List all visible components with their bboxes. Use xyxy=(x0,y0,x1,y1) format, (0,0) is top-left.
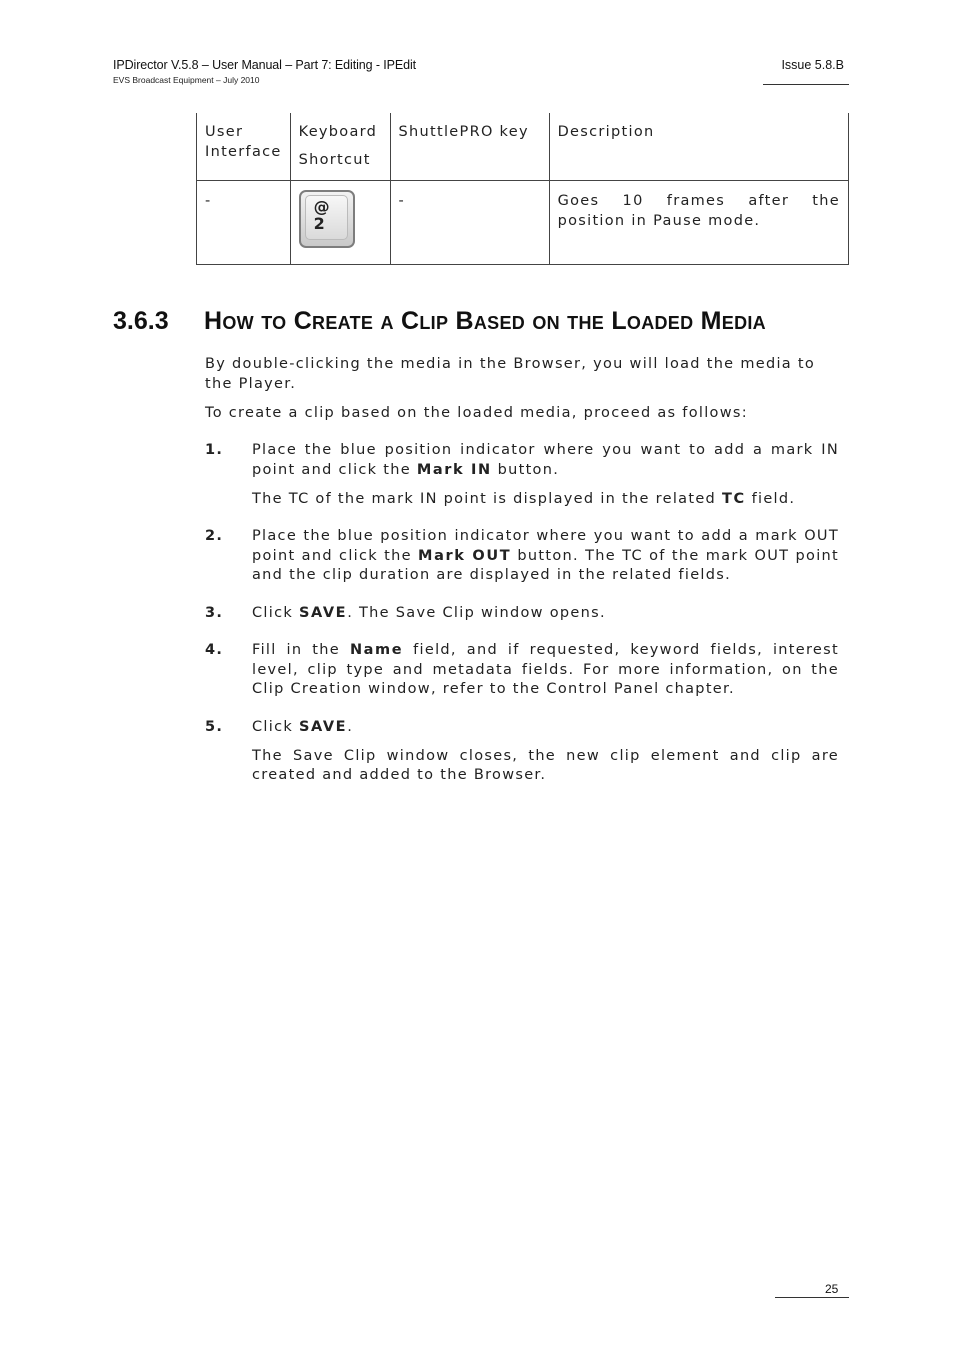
header-subtitle: EVS Broadcast Equipment – July 2010 xyxy=(113,75,260,85)
section-body xyxy=(205,355,839,804)
col-header-keyboard-label: Keyboard xyxy=(298,124,378,140)
cell-description: Goes 10 frames after the position in Pause mode. xyxy=(549,181,848,265)
intro-paragraph: By double-clicking the media in the Browser, you will load the media to the Player. xyxy=(205,356,816,392)
ui-term: TC xyxy=(721,490,746,507)
step-number: 5. xyxy=(205,718,224,735)
ui-term: SAVE xyxy=(298,604,348,621)
step-text: Click SAVE. The Save Clip window opens. xyxy=(252,604,606,621)
ui-term: Name xyxy=(349,642,404,658)
step-note: The TC of the mark IN point is displayed in the related TC field. xyxy=(252,490,796,507)
table-header-row xyxy=(197,113,849,181)
step-item xyxy=(205,527,839,586)
col-header-shuttlepro: ShuttlePRO key xyxy=(390,113,549,181)
header-title: IPDirector V.5.8 – User Manual – Part 7: Editing - IPEdit xyxy=(113,58,417,72)
step-text: Fill in the Name field, and if requested, keyword fields, interest level, clip type and metadata fields. For more information, on the Clip Creation window, refer to the Control Panel chapter. xyxy=(252,642,839,697)
page-header xyxy=(113,58,416,85)
col-header-keyboard xyxy=(290,113,390,181)
step-text: Place the blue position indicator where you want to add a mark OUT point and click the Mark OUT button. The TC of the mark OUT point and the clip duration are displayed in the related fields. xyxy=(252,528,839,583)
ui-term: Mark IN xyxy=(416,461,492,478)
col-header-shortcut-label: Shortcut xyxy=(298,152,371,168)
section-number: 3.6.3 xyxy=(113,307,169,335)
table-row xyxy=(197,181,849,265)
col-header-description: Description xyxy=(549,113,848,181)
cell-shuttlepro: - xyxy=(390,181,549,265)
step-item xyxy=(205,604,839,624)
ui-term: Mark OUT xyxy=(418,547,512,564)
key-label: @ 2 xyxy=(313,197,330,233)
cell-keyboard-shortcut xyxy=(290,181,390,265)
shortcut-table xyxy=(196,113,849,265)
step-number: 4. xyxy=(205,642,224,658)
ui-term: SAVE xyxy=(298,718,348,735)
step-item xyxy=(205,641,839,700)
step-note: The Save Clip window closes, the new clip element and clip are created and added to the Browser. xyxy=(252,747,839,783)
col-header-user-interface: User Interface xyxy=(197,113,291,181)
header-rule xyxy=(763,84,849,85)
keyboard-key-2-icon xyxy=(299,190,355,248)
step-number: 3. xyxy=(205,604,224,621)
step-text: Click SAVE. xyxy=(252,718,354,735)
step-item xyxy=(205,718,839,786)
header-issue: Issue 5.8.B xyxy=(781,58,844,72)
section-title: How to Create a Clip Based on the Loaded Media xyxy=(204,307,766,335)
step-number: 2. xyxy=(205,528,224,544)
intro-paragraph: To create a clip based on the loaded media, proceed as follows: xyxy=(205,404,748,421)
step-text: Place the blue position indicator where you want to add a mark IN point and click the Mark IN button. xyxy=(252,442,839,478)
section-heading xyxy=(113,307,766,336)
footer-rule xyxy=(775,1297,849,1298)
cell-user-interface: - xyxy=(197,181,291,265)
step-item xyxy=(205,441,839,509)
page-number: 25 xyxy=(825,1282,839,1296)
step-number: 1. xyxy=(205,442,224,458)
